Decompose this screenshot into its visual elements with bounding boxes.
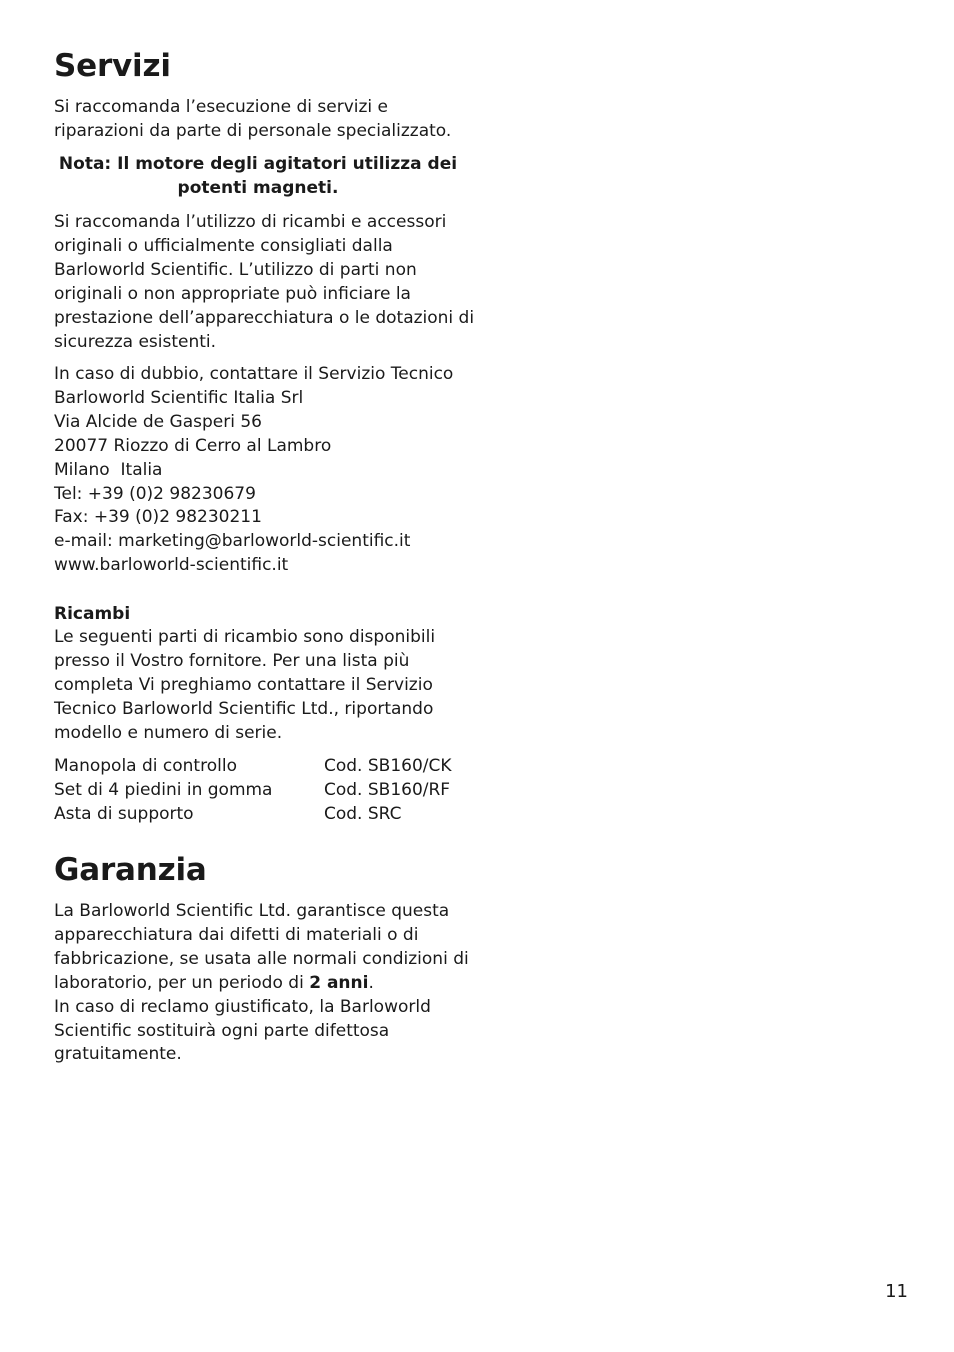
address-street: Via Alcide de Gasperi 56 bbox=[54, 411, 262, 432]
text-line: apparecchiatura dai difetti di materiali o di bbox=[54, 924, 419, 945]
text-line: Le seguenti parti di ricambio sono disponibili bbox=[54, 627, 436, 647]
text-line: fabbricazione, se usata alle normali condizioni di bbox=[54, 948, 469, 969]
garanzia-text bbox=[54, 900, 474, 1067]
text-line: Barloworld Scientific. L’utilizzo di parti non bbox=[54, 259, 417, 280]
text-line: riparazioni da parte di personale specializzato. bbox=[54, 120, 452, 141]
parts-row bbox=[54, 754, 474, 778]
part-name: Manopola di controllo bbox=[54, 756, 237, 776]
text-line: originali o ufficialmente consigliati dalla bbox=[54, 235, 393, 256]
website-url: www.barloworld-scientific.it bbox=[54, 555, 289, 576]
phone-number: Tel: +39 (0)2 98230679 bbox=[54, 483, 256, 504]
servizi-recommend bbox=[54, 211, 474, 354]
garanzia-heading: Garanzia bbox=[54, 852, 207, 888]
text-line: presso il Vostro fornitore. Per una lista più bbox=[54, 650, 410, 671]
address-country: Milano Italia bbox=[54, 459, 163, 480]
text-fragment: . bbox=[368, 972, 374, 993]
text-line: prestazione dell’apparecchiatura o le dotazioni di bbox=[54, 307, 475, 328]
text-fragment: laboratorio, per un periodo di bbox=[54, 972, 310, 993]
part-name: Set di 4 piedini in gomma bbox=[54, 780, 273, 800]
text-line: gratuitamente. bbox=[54, 1044, 182, 1065]
text-line: In caso di dubbio, contattare il Servizio Tecnico bbox=[54, 364, 454, 384]
ricambi-text bbox=[54, 626, 474, 746]
note-line: potenti magneti. bbox=[177, 178, 339, 198]
servizi-intro bbox=[54, 96, 474, 144]
text-line: sicurezza esistenti. bbox=[54, 331, 217, 352]
text-line: Scientific sostituirà ogni parte difettosa bbox=[54, 1020, 390, 1041]
company-name: Barloworld Scientific Italia Srl bbox=[54, 387, 304, 408]
ricambi-heading: Ricambi bbox=[54, 604, 131, 624]
parts-list bbox=[54, 754, 474, 826]
text-line: La Barloworld Scientific Ltd. garantisce questa bbox=[54, 901, 450, 921]
text-line: Tecnico Barloworld Scientific Ltd., riportando bbox=[54, 698, 434, 719]
parts-row bbox=[54, 778, 474, 802]
note-line: Nota: Il motore degli agitatori utilizza dei bbox=[58, 154, 458, 174]
page-number: 11 bbox=[885, 1281, 908, 1302]
text-line: originali o non appropriate può inficiare la bbox=[54, 283, 411, 304]
text-line bbox=[54, 972, 474, 996]
text-line: Si raccomanda l’utilizzo di ricambi e accessori bbox=[54, 212, 447, 232]
part-name: Asta di supporto bbox=[54, 804, 194, 824]
parts-row bbox=[54, 802, 474, 826]
text-line: completa Vi preghiamo contattare il Servizio bbox=[54, 674, 433, 695]
text-line: In caso di reclamo giustificato, la Barloworld bbox=[54, 996, 431, 1017]
text-line: Si raccomanda l’esecuzione di servizi e bbox=[54, 97, 389, 117]
part-code: Cod. SB160/RF bbox=[324, 780, 451, 800]
email-address: e-mail: marketing@barloworld-scientific.it bbox=[54, 531, 411, 552]
text-line: modello e numero di serie. bbox=[54, 722, 283, 743]
magnet-note bbox=[54, 152, 462, 200]
fax-number: Fax: +39 (0)2 98230211 bbox=[54, 507, 262, 528]
part-code: Cod. SRC bbox=[324, 804, 402, 824]
part-code: Cod. SB160/CK bbox=[324, 756, 452, 776]
warranty-period: 2 anni bbox=[309, 972, 369, 993]
servizi-heading: Servizi bbox=[54, 48, 171, 84]
servizi-contact bbox=[54, 363, 474, 578]
address-city: 20077 Riozzo di Cerro al Lambro bbox=[54, 435, 332, 456]
